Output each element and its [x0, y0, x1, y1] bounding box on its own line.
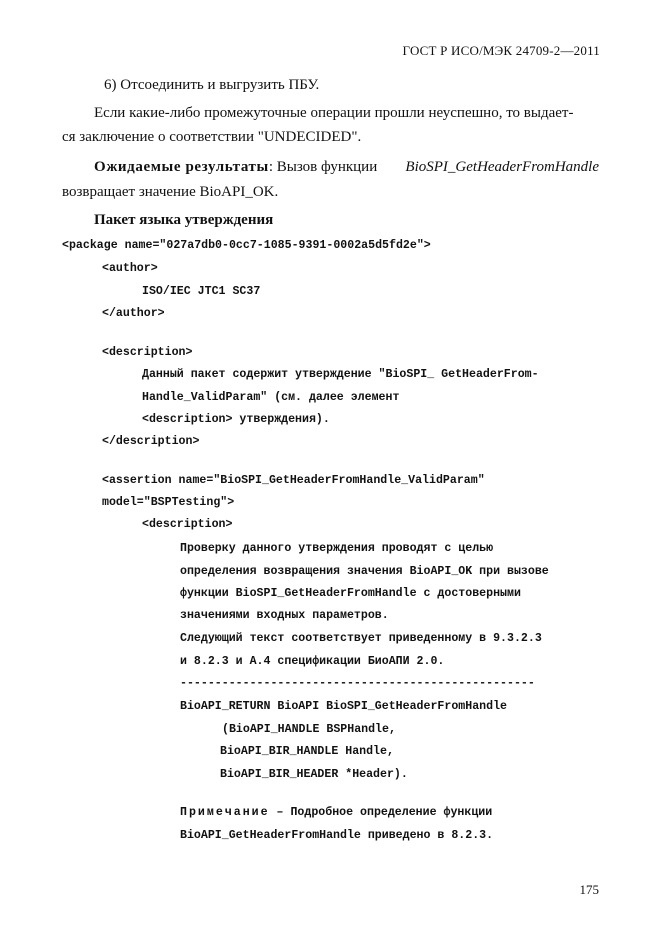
- note-label: Примечание: [180, 806, 270, 819]
- code-line: BioAPI_BIR_HEADER *Header).: [220, 768, 408, 781]
- code-line: ISO/IEC JTC1 SC37: [142, 285, 261, 298]
- code-line: и 8.2.3 и А.4 спецификации БиоАПИ 2.0.: [180, 655, 445, 668]
- code-line: </author>: [102, 307, 165, 320]
- step-6-text: 6) Отсоединить и выгрузить ПБУ.: [104, 77, 320, 93]
- expected-results-function: BioSPI_GetHeaderFromHandle: [405, 159, 599, 175]
- package-heading: Пакет языка утверждения: [94, 212, 274, 228]
- code-line: определения возвращения значения BioAPI_OK при вызове: [180, 565, 549, 578]
- code-line: <description>: [102, 346, 193, 359]
- code-line: <package name="027a7db0-0cc7-1085-9391-0002a5d5fd2e">: [62, 239, 431, 252]
- code-line: BioAPI_RETURN BioAPI BioSPI_GetHeaderFromHandle: [180, 700, 507, 713]
- code-line: функции BioSPI_GetHeaderFromHandle с достоверными: [180, 587, 521, 600]
- page-header-standard: ГОСТ Р ИСО/МЭК 24709-2—2011: [402, 43, 600, 58]
- code-line: model="BSPTesting">: [102, 496, 235, 509]
- expected-results-colon: :: [268, 159, 273, 175]
- expected-results-label: Ожидаемые результаты: [94, 159, 269, 175]
- failure-paragraph-line1: Если какие-либо промежуточные операции прошли неуспешно, то выдает-: [94, 105, 574, 121]
- code-note-line: [180, 806, 492, 820]
- code-line: BioAPI_GetHeaderFromHandle приведено в 8.2.3.: [180, 829, 494, 842]
- note-text: – Подробное определение функции: [269, 806, 493, 819]
- code-line: (BioAPI_HANDLE BSPHandle,: [222, 723, 396, 736]
- page-number: 175: [579, 882, 599, 897]
- code-line: Handle_ValidParam" (см. далее элемент: [142, 391, 400, 404]
- code-line: Следующий текст соответствует приведенному в 9.3.2.3: [180, 632, 542, 645]
- expected-results-mid: Вызов функции: [272, 159, 378, 175]
- code-line: BioAPI_BIR_HANDLE Handle,: [220, 745, 394, 758]
- code-line: <description> утверждения).: [142, 413, 330, 426]
- code-line: <assertion name="BioSPI_GetHeaderFromHandle_ValidParam": [102, 474, 485, 487]
- code-separator: ---------------------------------------------------: [180, 677, 535, 690]
- expected-results-line2: возвращает значение BioAPI_OK.: [62, 184, 279, 200]
- code-line: Проверку данного утверждения проводят с целью: [180, 542, 494, 555]
- code-line: значениями входных параметров.: [180, 609, 389, 622]
- code-line: <description>: [142, 518, 233, 531]
- code-line: <author>: [102, 262, 158, 275]
- code-line: Данный пакет содержит утверждение "BioSPI_ GetHeaderFrom-: [142, 368, 539, 381]
- code-line: </description>: [102, 435, 200, 448]
- failure-paragraph-line2: ся заключение о соответствии "UNDECIDED".: [62, 129, 362, 145]
- expected-results-line1: [94, 158, 599, 177]
